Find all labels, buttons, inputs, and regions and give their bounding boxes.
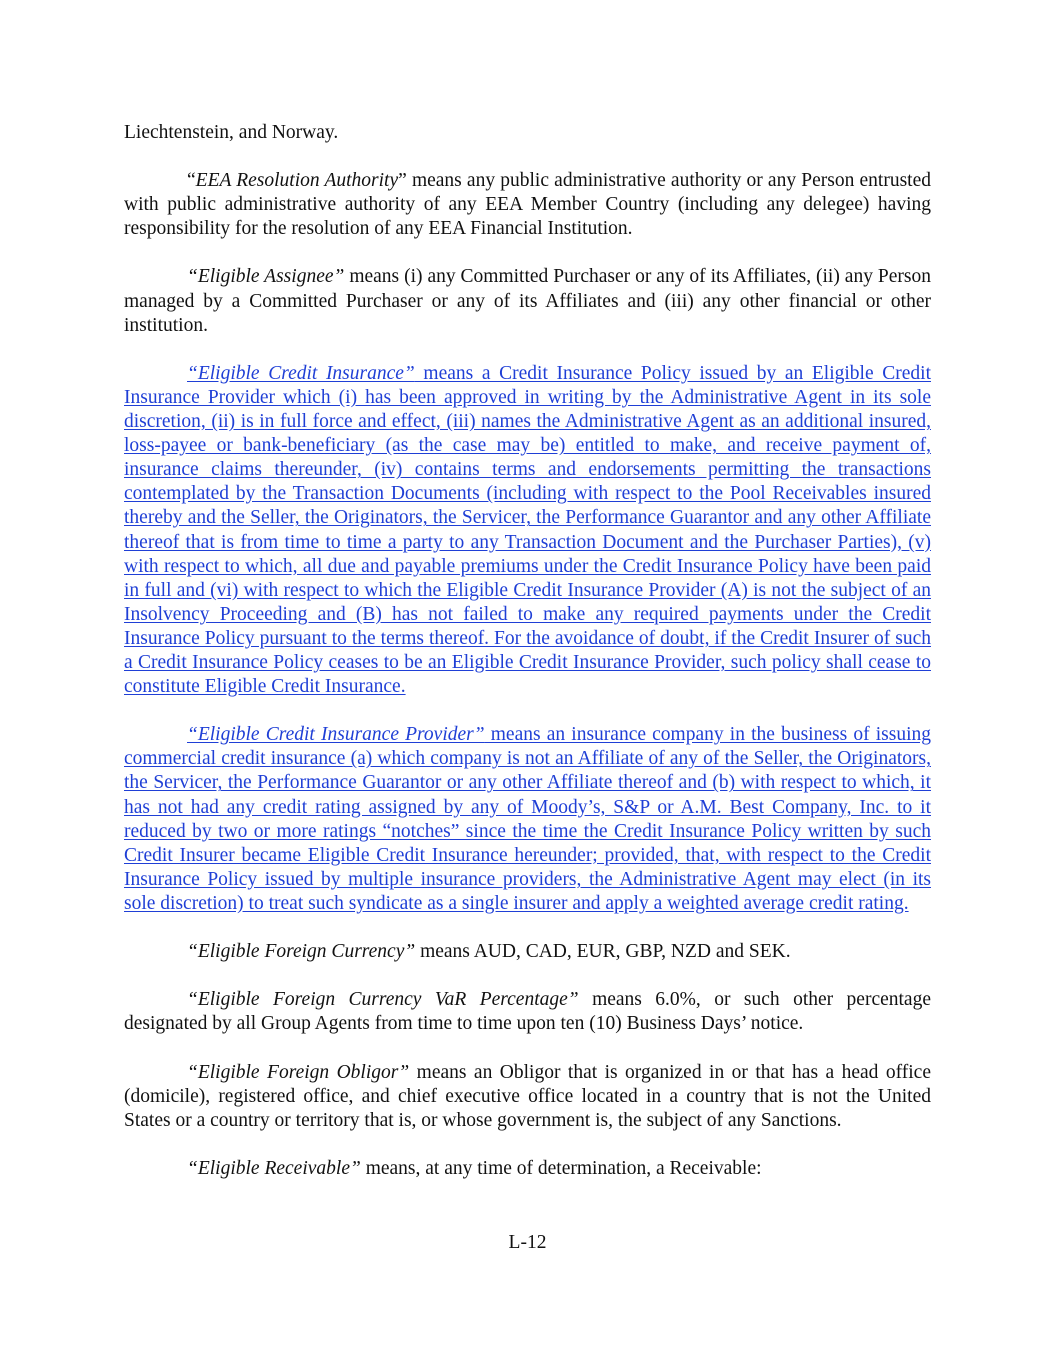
definition-body: means a Credit Insurance Policy issued by an Eligible Credit Insurance Provider which (i) has been approved in writing by the Administrative Agent in its sole discretion, (ii) is in full force and effect, (iii) names the Administrative Agent as an additional insured, loss-payee or bank-beneficiary (as the case may be) entitled to make, and receive payment of, insurance claims thereunder, (iv) contains terms and endorsements permitting the transactions contemplated by the Transaction Documents (including with respect to the Pool Receivables insured thereby and the Seller, the Originators, the Servicer, the Performance Guarantor and any other Affiliate thereof that is from time to time a party to any Transaction Document and the Purchaser Parties), (v) with respect to which, all due and payable premiums under the Credit Insurance Policy have been paid in full and (vi) with respect to which the Eligible Credit Insurance Provider (A) is not the subject of an Insolvency Proceeding and (B) has not failed to make any required payments under the Credit Insurance Policy pursuant to the terms thereof. For the avoidance of doubt, if the Credit Insurer of such a Credit Insurance Policy ceases to be an Eligible Credit Insurance Provider, such policy shall cease to constitute Eligible Credit Insurance. (124, 362, 931, 698)
defined-term: “Eligible Foreign Currency VaR Percentage” (187, 989, 579, 1011)
defined-term: “Eligible Assignee” (187, 266, 345, 288)
defined-term: “Eligible Receivable” (187, 1157, 361, 1179)
close-quote: ” (398, 170, 407, 192)
definition-body: means, at any time of determination, a Receivable: (360, 1157, 762, 1179)
page-number: L-12 (508, 1232, 547, 1253)
defined-term: “Eligible Credit Insurance Provider” (187, 724, 485, 746)
definition-body: means any public administrative authority or any Person entrusted with public administrative authority of any EEA Member Country (including any delegee) having responsibility for the resolution of any EEA Financial Institution. (124, 170, 931, 240)
document-page (124, 121, 931, 1205)
definition-eea-resolution-authority (124, 169, 931, 241)
defined-term: “Eligible Foreign Obligor” (187, 1061, 410, 1083)
defined-term: “Eligible Credit Insurance” (187, 362, 415, 384)
definition-body: means 6.0%, or such other percentage designated by all Group Agents from time to time upon ten (10) Business Days’ notice. (124, 989, 931, 1035)
definition-eligible-foreign-obligor (124, 1061, 931, 1133)
defined-term: EEA Resolution Authority (195, 170, 399, 192)
definition-eligible-credit-insurance (124, 362, 931, 699)
definition-eligible-foreign-currency (124, 940, 931, 964)
defined-term: “Eligible Foreign Currency” (187, 941, 416, 963)
definition-eligible-assignee (124, 265, 931, 337)
continuation-line: Liechtenstein, and Norway. (124, 122, 339, 143)
definition-eligible-foreign-currency-var-percentage (124, 988, 931, 1036)
open-quote: “ (187, 170, 196, 192)
definition-eligible-receivable (124, 1157, 931, 1181)
definition-body: means an Obligor that is organized in or that has a head office (domicile), registered office, and chief executive office located in a country that is not the United States or a country or territory that is, or whose government is, the subject of any Sanctions. (124, 1061, 931, 1131)
definition-body: means (i) any Committed Purchaser or any of its Affiliates, (ii) any Person managed by a Committed Purchaser or any of its Affiliates and (iii) any other financial or other institution. (124, 266, 931, 336)
definition-eligible-credit-insurance-provider (124, 723, 931, 916)
definition-body: means AUD, CAD, EUR, GBP, NZD and SEK. (415, 941, 791, 963)
definition-body: means an insurance company in the business of issuing commercial credit insurance (a) which company is not an Affiliate of any of the Seller, the Originators, the Servicer, the Performance Guarantor or any other Affiliate thereof and (b) with respect to which, it has not had any credit rating assigned by any of Moody’s, S&P or A.M. Best Company, Inc. to it reduced by two or more ratings “notches” since the time the Credit Insurance Policy written by such Credit Insurer became Eligible Credit Insurance hereunder; provided, that, with respect to the Credit Insurance Policy issued by multiple insurance providers, the Administrative Agent may elect (in its sole discretion) to treat such syndicate as a single insurer and apply a weighted average credit rating. (124, 724, 931, 914)
